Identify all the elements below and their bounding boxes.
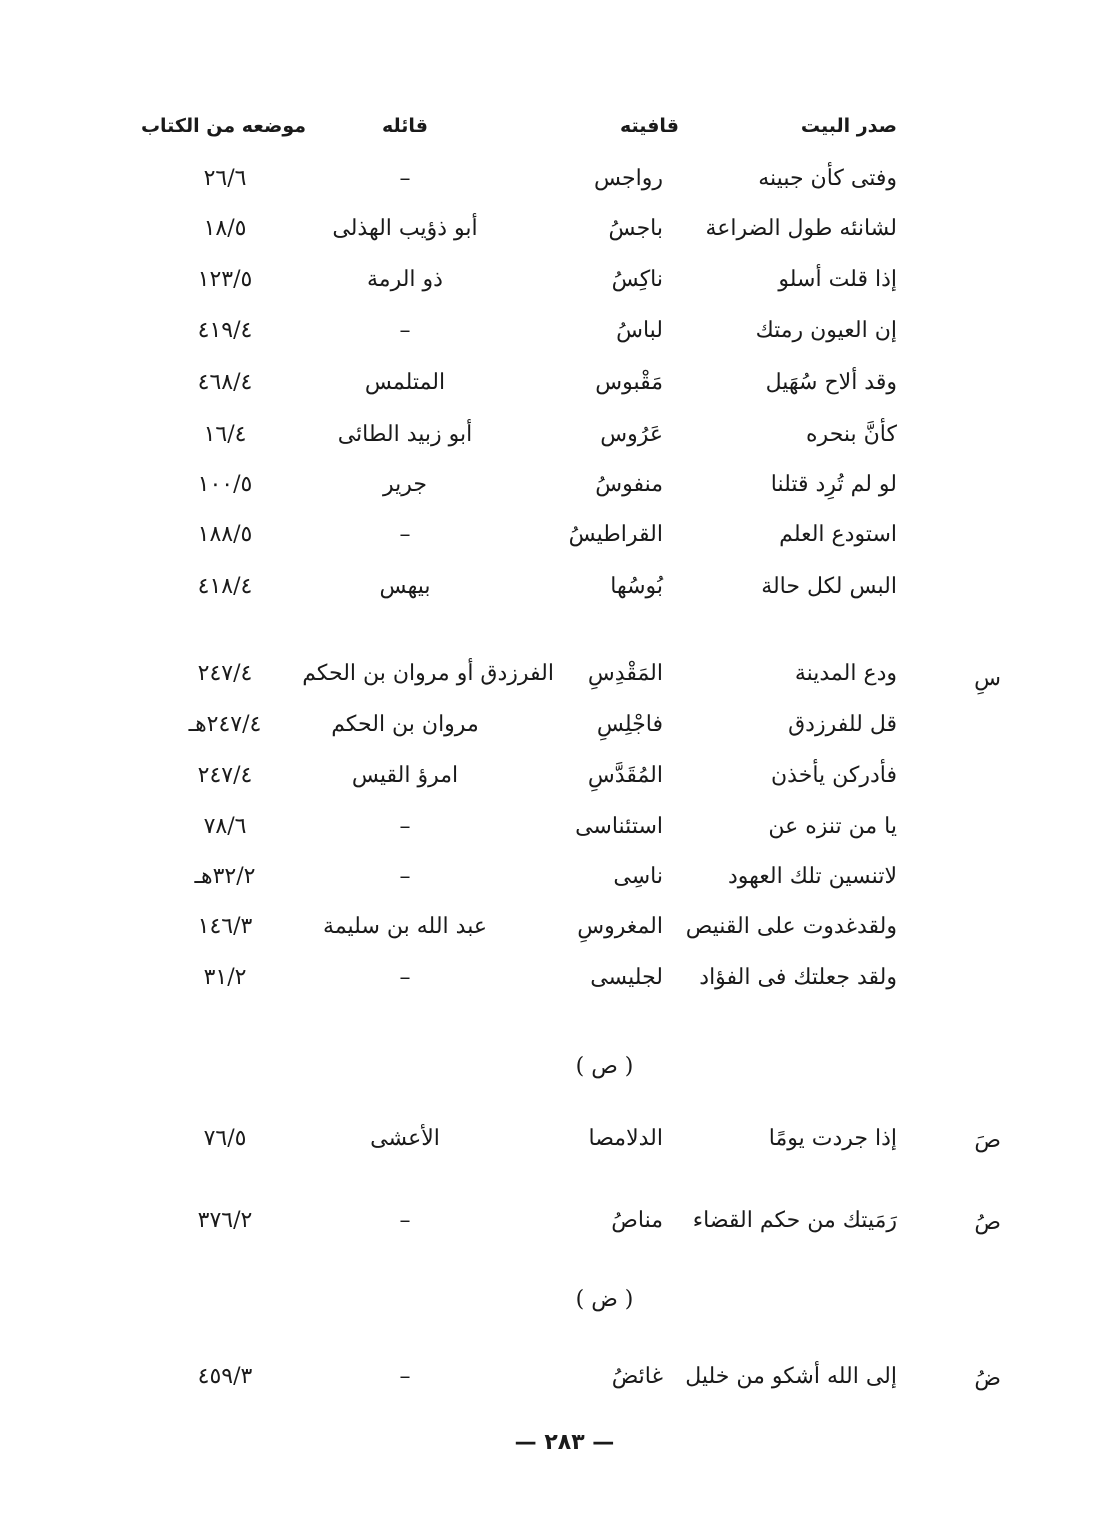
qafiya-text: مَقْبوس: [595, 370, 663, 395]
location-text: ٢٤٧/٤هـ: [188, 712, 262, 737]
poet-text: أبو زبيد الطائى: [337, 422, 473, 447]
verse-text: استودع العلم: [779, 522, 897, 547]
section-heading-sad: ( ص ): [575, 1054, 634, 1079]
location-text: ١٨/٥: [203, 216, 247, 241]
qafiya-text: منفوسُ: [595, 472, 663, 497]
verse-text: البس لكل حالة: [761, 574, 897, 599]
verse-text: لو لم تُرِد قتلنا: [770, 472, 897, 497]
verse-text: رَمَيتك من حكم القضاء: [692, 1208, 897, 1233]
poet-text: –: [399, 965, 411, 990]
location-text: ١٦/٤: [203, 422, 247, 447]
poet-text: بيهس: [379, 574, 431, 599]
verse-text: فأدركن يأخذن: [771, 763, 897, 788]
qafiya-text: الدلامصا: [588, 1126, 663, 1151]
qafiya-text: باجسُ: [608, 216, 663, 241]
location-text: ٤٦٨/٤: [197, 370, 253, 395]
location-text: ٧٨/٦: [203, 814, 247, 839]
rhyme-letter: سِ: [974, 666, 1001, 691]
qafiya-text: ناسِى: [613, 864, 663, 889]
location-text: ١٠٠/٥: [197, 472, 253, 497]
qafiya-text: المغروسِ: [577, 914, 663, 939]
location-text: ١٨٨/٥: [197, 522, 253, 547]
location-text: ٤١٨/٤: [197, 574, 253, 599]
location-text: ٣٧٦/٢: [197, 1208, 253, 1233]
qafiya-text: رواجس: [593, 166, 663, 191]
poet-text: –: [399, 522, 411, 547]
poet-text: امرؤ القيس: [351, 763, 459, 788]
poet-text: –: [399, 1208, 411, 1233]
location-text: ٢٤٧/٤: [197, 661, 253, 686]
verse-text: وقد ألاح سُهَيل: [765, 370, 897, 395]
verse-text: ولقدغدوت على القنيص: [685, 914, 897, 939]
location-text: ١٤٦/٣: [197, 914, 253, 939]
qafiya-text: المُقَدَّسِ: [587, 763, 663, 788]
poet-text: مروان بن الحكم: [331, 712, 479, 737]
header-qafiya: قافيته: [619, 115, 679, 137]
location-text: ٣١/٢: [203, 965, 247, 990]
verse-text: قل للفرزدق: [788, 712, 897, 737]
header-verse: صدر البيت: [800, 115, 897, 137]
qafiya-text: المَقْدِسِ: [587, 661, 663, 686]
location-text: ٢٦/٦: [203, 166, 247, 191]
page-number: — ٢٨٣ —: [514, 1430, 615, 1455]
verse-text: وفتى كأن جبينه: [758, 166, 897, 191]
verse-text: إذا جردت يومًا: [768, 1126, 897, 1151]
qafiya-text: لباسُ: [616, 318, 663, 343]
verse-text: ودع المدينة: [794, 661, 897, 686]
header-location: موضعه من الكتاب: [140, 115, 306, 137]
rhyme-letter: صُ: [974, 1210, 1001, 1235]
qafiya-text: لجليسى: [590, 965, 663, 990]
poet-text: الأعشى: [370, 1126, 440, 1151]
qafiya-text: القراطيسُ: [568, 522, 663, 547]
location-text: ٤٥٩/٣: [197, 1364, 253, 1389]
verse-text: إن العيون رمتك: [755, 318, 897, 343]
qafiya-text: مناصُ: [611, 1208, 663, 1233]
verse-text: إذا قلت أسلو: [778, 267, 897, 292]
verse-text: إلى الله أشكو من خليل: [685, 1364, 897, 1389]
qafiya-text: بُوسُها: [610, 574, 663, 599]
location-text: ٤١٩/٤: [197, 318, 253, 343]
poet-text: –: [399, 1364, 411, 1389]
header-poet: قائله: [382, 115, 428, 137]
location-text: ٢٤٧/٤: [197, 763, 253, 788]
rhyme-letter: ضُ: [974, 1366, 1001, 1391]
poet-text: ذو الرمة: [367, 267, 443, 292]
qafiya-text: فاجْلِسِ: [596, 712, 663, 737]
qafiya-text: ناكِسُ: [611, 267, 663, 292]
poet-text: المتلمس: [364, 370, 446, 395]
rhyme-letter: صَ: [974, 1128, 1001, 1153]
poet-text: –: [399, 814, 411, 839]
poet-text: جرير: [383, 472, 427, 497]
poet-text: –: [399, 864, 411, 889]
verse-text: لاتنسين تلك العهود: [728, 864, 897, 889]
qafiya-text: عَرُوس: [600, 422, 663, 447]
location-text: ١٢٣/٥: [197, 267, 253, 292]
poet-text: عبد الله بن سليمة: [323, 914, 487, 939]
poet-text: –: [399, 166, 411, 191]
location-text: ٧٦/٥: [203, 1126, 247, 1151]
qafiya-text: استئناسى: [575, 814, 663, 839]
qafiya-text: غائضُ: [611, 1364, 663, 1389]
verse-text: ولقد جعلتك فى الفؤاد: [699, 965, 897, 990]
verse-text: يا من تنزه عن: [768, 814, 897, 839]
poet-text: الفرزدق أو مروان بن الحكم: [302, 661, 554, 686]
poet-text: –: [399, 318, 411, 343]
verse-text: كأنَّ بنحره: [806, 422, 897, 447]
verse-text: لشانئه طول الضراعة: [705, 216, 897, 241]
location-text: ٣٢/٢هـ: [194, 864, 256, 889]
section-heading-dad: ( ض ): [575, 1287, 634, 1312]
poet-text: أبو ذؤيب الهذلى: [332, 216, 478, 241]
